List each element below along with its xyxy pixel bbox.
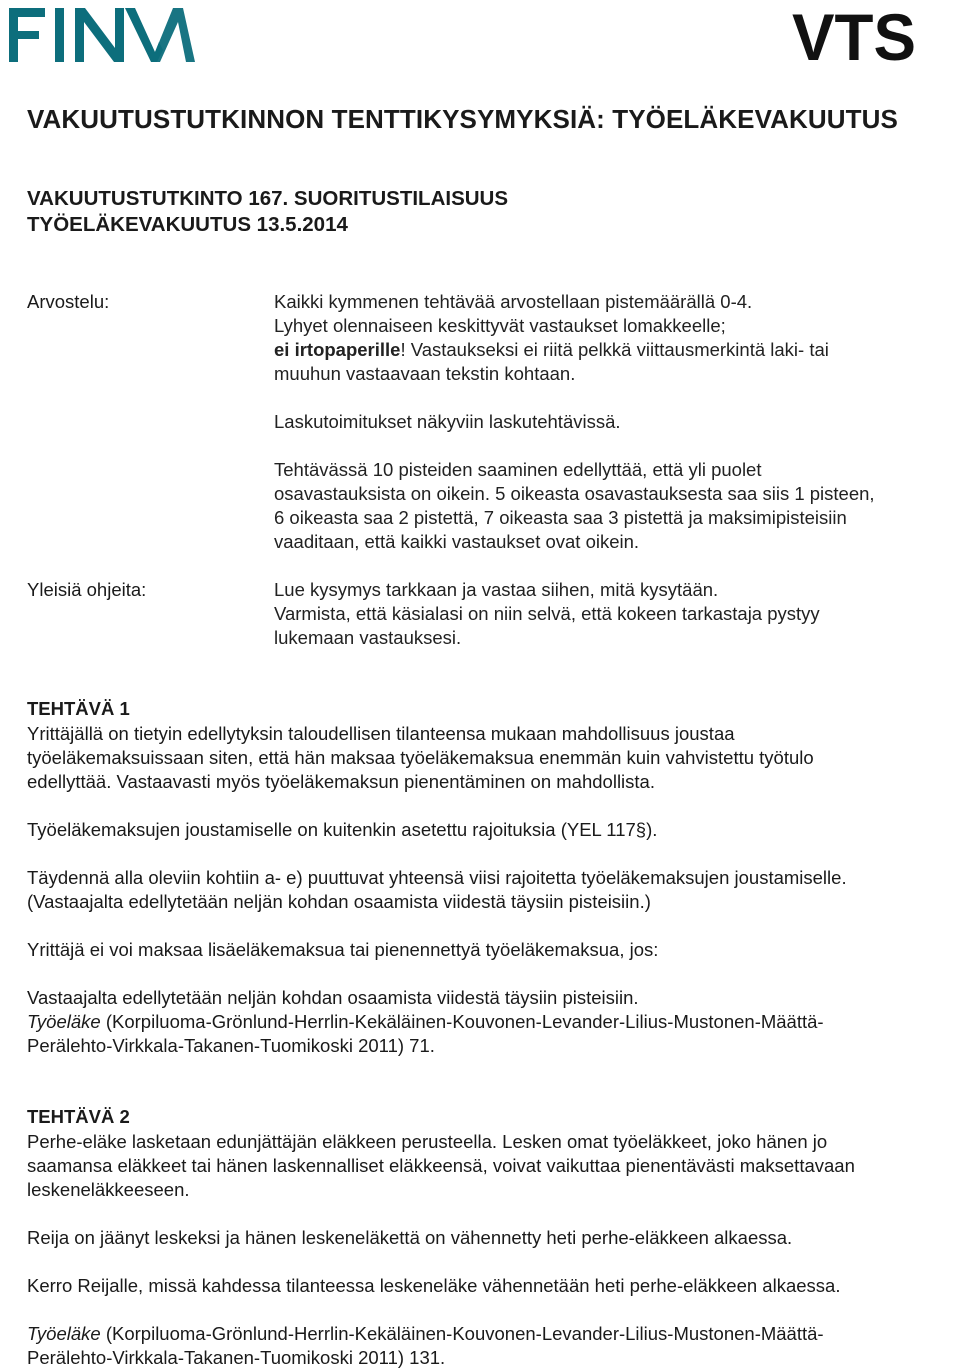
ohjeet-line-1: Lue kysymys tarkkaan ja vastaa siihen, mitä kysytään.: [274, 579, 719, 600]
arvostelu-line-1: Kaikki kymmenen tehtävää arvostellaan pistemäärällä 0-4.: [274, 291, 753, 312]
tehtava-1-heading: TEHTÄVÄ 1: [27, 698, 130, 719]
ohjeet-label: Yleisiä ohjeita:: [27, 579, 147, 600]
tehtava-1-para3-line1: Täydennä alla oleviin kohtiin a- e) puuttuvat yhteensä viisi rajoitetta työeläkemaksujen joustamiselle.: [27, 867, 847, 888]
tehtava10-line-4: vaaditaan, että kaikki vastaukset ovat oikein.: [274, 531, 640, 552]
svg-text:FINVA: FINVA: [3, 2, 6, 3]
document-title: VAKUUTUSTUTKINNON TENTTIKYSYMYKSIÄ: TYÖELÄKEVAKUUTUS: [27, 104, 898, 134]
tehtava-1-para1-line3: edellyttää. Vastaavasti myös työeläkemaksun pienentäminen on mahdollista.: [27, 771, 655, 792]
svg-text:VTS: VTS: [792, 4, 916, 66]
tehtava-1-reference-line2: Perälehto-Virkkala-Takanen-Tuomikoski 2011) 71.: [27, 1035, 435, 1056]
tehtava-1-para1-line1: Yrittäjällä on tietyin edellytyksin taloudellisen tilanteensa mukaan mahdollisuus joustaa: [27, 723, 735, 744]
tehtava-1-para3-line2: (Vastaajalta edellytetään neljän kohdan osaamista viidestä täysiin pisteisiin.): [27, 891, 651, 912]
reference-authors: (Korpiluoma-Grönlund-Herrlin-Kekäläinen-Kouvonen-Levander-Lilius-Mustonen-Määttä-: [100, 1323, 824, 1344]
reference-book-title: Työeläke: [27, 1011, 101, 1032]
arvostelu-line-3: [274, 338, 829, 362]
tehtava-1-para1-line2: työeläkemaksuissaan siten, että hän maksaa työeläkemaksua enemmän kuin vahvistettu työtulo: [27, 747, 814, 768]
exam-subtitle: [27, 186, 508, 238]
bold-emphasis: ei irtopaperille: [274, 339, 401, 360]
tehtava-2-reference-line2: Perälehto-Virkkala-Takanen-Tuomikoski 2011) 131.: [27, 1347, 446, 1368]
arvostelu-label: Arvostelu:: [27, 291, 110, 312]
tehtava-1-reference: [27, 1010, 824, 1034]
arvostelu-line-4: muuhun vastaavaan tekstin kohtaan.: [274, 363, 576, 384]
tehtava-2-para1-line1: Perhe-eläke lasketaan edunjättäjän eläkkeen perusteella. Lesken omat työeläkkeet, joko hänen jo: [27, 1131, 828, 1152]
subtitle-line-2: TYÖELÄKEVAKUUTUS 13.5.2014: [27, 213, 348, 236]
arvostelu-line-2: Lyhyet olennaiseen keskittyvät vastaukset lomakkeelle;: [274, 315, 726, 336]
ohjeet-line-3: lukemaan vastauksesi.: [274, 627, 462, 648]
arvostelu-line-3-rest: ! Vastaukseksi ei riitä pelkkä viittausmerkintä laki- tai: [400, 339, 829, 360]
tehtava-2-heading: TEHTÄVÄ 2: [27, 1106, 130, 1127]
tehtava-2-para3: Kerro Reijalle, missä kahdessa tilanteessa leskeneläke vähennetään heti perhe-eläkkeen alkaessa.: [27, 1275, 841, 1296]
tehtava10-line-3: 6 oikeasta saa 2 pistettä, 7 oikeasta saa 3 pistettä ja maksimipisteisiin: [274, 507, 847, 528]
tehtava-1-para2: Työeläkemaksujen joustamiselle on kuitenkin asetettu rajoituksia (YEL 117§).: [27, 819, 658, 840]
vts-logo: [790, 4, 918, 66]
reference-book-title: Työeläke: [27, 1323, 101, 1344]
ohjeet-line-2: Varmista, että käsialasi on niin selvä, että kokeen tarkastaja pystyy: [274, 603, 820, 624]
tehtava10-line-1: Tehtävässä 10 pisteiden saaminen edellyttää, että yli puolet: [274, 459, 762, 480]
tehtava-1-para5: Vastaajalta edellytetään neljän kohdan osaamista viidestä täysiin pisteisiin.: [27, 987, 639, 1008]
finva-logo: [3, 2, 198, 66]
subtitle-line-1: VAKUUTUSTUTKINTO 167. SUORITUSTILAISUUS: [27, 187, 509, 210]
tehtava10-line-2: osavastauksista on oikein. 5 oikeasta osavastauksesta saa siis 1 pisteen,: [274, 483, 875, 504]
reference-authors: (Korpiluoma-Grönlund-Herrlin-Kekäläinen-Kouvonen-Levander-Lilius-Mustonen-Määttä-: [100, 1011, 824, 1032]
tehtava-2-para1-line2: saamansa eläkkeet tai hänen laskennalliset eläkkeensä, voivat vaikuttaa pienentävästi maksettavaan: [27, 1155, 855, 1176]
tehtava-1-para4: Yrittäjä ei voi maksaa lisäeläkemaksua tai pienennettyä työeläkemaksua, jos:: [27, 939, 659, 960]
tehtava-2-para2: Reija on jäänyt leskeksi ja hänen leskeneläkettä on vähennetty heti perhe-eläkkeen alkaessa.: [27, 1227, 793, 1248]
tehtava-2-para1-line3: leskeneläkkeeseen.: [27, 1179, 190, 1200]
laskut-note: Laskutoimitukset näkyviin laskutehtävissä.: [274, 411, 621, 432]
tehtava-2-reference: [27, 1322, 824, 1346]
